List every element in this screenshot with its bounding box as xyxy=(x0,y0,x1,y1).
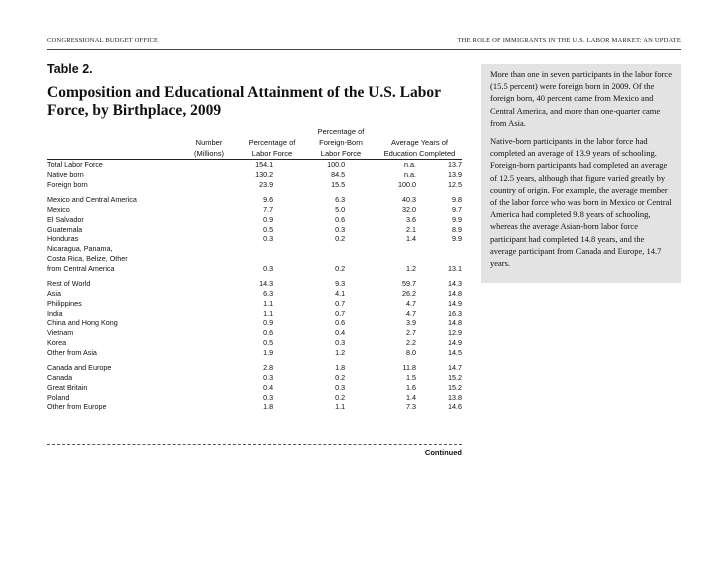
cell-value: 2.2 xyxy=(405,337,416,347)
table-row xyxy=(47,225,462,235)
cell-value: 1.8 xyxy=(335,363,346,373)
table-row xyxy=(47,160,462,170)
cell-value: 0.6 xyxy=(335,214,346,224)
row-label: Honduras xyxy=(47,234,79,244)
cell-value: 14.3 xyxy=(448,279,462,289)
row-label: Philippines xyxy=(47,298,82,308)
col-header-pct-labor: Percentage of Labor Force xyxy=(248,138,296,158)
row-label: from Central America xyxy=(47,263,115,273)
cell-value: 0.2 xyxy=(335,263,346,273)
cell-value: 1.9 xyxy=(263,347,274,357)
sidebar-paragraph: More than one in seven participants in the labor force (15.5 percent) were foreign born in 2009. Of the foreign born, 40 percent came from Mexico and Central America, and more than one-quarter came from Asia. xyxy=(490,69,672,128)
cell-value: 0.3 xyxy=(263,392,274,402)
continued-label: Continued xyxy=(424,448,462,457)
cell-value: 14.9 xyxy=(448,337,462,347)
row-label: Costa Rica, Belize, Other xyxy=(47,253,128,263)
cell-value: 0.9 xyxy=(263,214,274,224)
row-label: Total Labor Force xyxy=(47,160,103,169)
cell-value: 0.3 xyxy=(335,382,346,392)
cell-value: 12.5 xyxy=(448,179,462,189)
table-row xyxy=(47,289,462,299)
col-header-pct-foreign: Percentage of Foreign-Born Labor Force xyxy=(317,127,365,158)
cell-value: 0.3 xyxy=(335,337,346,347)
table-row xyxy=(47,348,462,358)
table-row xyxy=(47,299,462,309)
cell-value: 40.3 xyxy=(401,195,416,205)
cell-value: 0.3 xyxy=(263,234,274,244)
cell-value xyxy=(345,254,416,264)
table-row xyxy=(47,402,462,412)
cell-value xyxy=(416,244,462,254)
cell-value: 6.3 xyxy=(335,195,346,205)
cell-value: 15.2 xyxy=(448,373,462,382)
table-row xyxy=(47,234,462,244)
data-table xyxy=(47,125,462,412)
row-label: Native born xyxy=(47,169,84,179)
cell-value: 14.5 xyxy=(448,347,462,357)
cell-value: 9.7 xyxy=(452,205,462,214)
cell-value: 1.4 xyxy=(405,234,416,244)
cell-value: 0.5 xyxy=(263,337,274,347)
row-label: Poland xyxy=(47,392,70,402)
table-row xyxy=(47,338,462,348)
table-row xyxy=(47,254,462,264)
cell-value: 154.1 xyxy=(255,160,274,169)
cell-value: 1.2 xyxy=(405,263,416,273)
cell-value: 14.8 xyxy=(448,318,462,328)
row-label: El Salvador xyxy=(47,214,84,224)
cell-value: 4.7 xyxy=(405,308,416,318)
cell-value: 2.8 xyxy=(263,363,274,373)
cell-value: 9.8 xyxy=(452,195,462,205)
cell-value: 14.8 xyxy=(448,289,462,298)
row-label: Asia xyxy=(47,289,61,298)
cell-value: 0.3 xyxy=(263,373,274,382)
cell-value: 13.8 xyxy=(448,392,462,402)
cell-value: 0.2 xyxy=(335,234,346,244)
table-title: Composition and Educational Attainment of the U.S. Labor Force, by Birthplace, 2009 xyxy=(47,84,441,119)
cell-value: 13.1 xyxy=(448,263,462,273)
row-label: China and Hong Kong xyxy=(47,318,118,328)
cell-value: 8.9 xyxy=(452,224,462,234)
cell-value: 2.7 xyxy=(405,328,416,337)
cell-value: 0.2 xyxy=(335,392,346,402)
cell-value: 15.5 xyxy=(331,179,346,189)
running-head-left: CONGRESSIONAL BUDGET OFFICE xyxy=(47,37,159,44)
cell-value: 0.9 xyxy=(263,318,274,328)
cell-value xyxy=(273,244,345,254)
running-head-right: THE ROLE OF IMMIGRANTS IN THE U.S. LABOR MARKET: AN UPDATE xyxy=(457,37,681,44)
cell-value: 1.5 xyxy=(405,373,416,382)
cell-value xyxy=(216,254,273,264)
cell-value: 16.3 xyxy=(448,308,462,318)
table-row xyxy=(47,170,462,180)
cell-value: 15.2 xyxy=(448,382,462,392)
table-row xyxy=(47,215,462,225)
cell-value: 59.7 xyxy=(401,279,416,289)
cell-value: 8.0 xyxy=(405,347,416,357)
row-label: Canada and Europe xyxy=(47,363,112,373)
table-row xyxy=(47,309,462,319)
row-label: Great Britain xyxy=(47,382,88,392)
row-label: Mexico and Central America xyxy=(47,195,137,205)
table-row xyxy=(47,328,462,338)
row-label: Foreign born xyxy=(47,179,88,189)
header-rule xyxy=(47,49,681,50)
cell-value: n.a. xyxy=(403,169,416,179)
cell-value: n.a. xyxy=(403,160,416,169)
table-row xyxy=(47,244,462,254)
col-header-avg-years: Average Years of Education Completed xyxy=(383,138,456,158)
row-label: Vietnam xyxy=(47,328,74,337)
row-label: Guatemala xyxy=(47,224,83,234)
cell-value xyxy=(416,254,462,264)
cell-value: 14.6 xyxy=(448,402,462,412)
cell-value: 6.3 xyxy=(263,289,274,298)
row-label: Nicaragua, Panama, xyxy=(47,244,113,253)
table-row xyxy=(47,383,462,393)
row-label: Rest of World xyxy=(47,279,91,289)
table-row xyxy=(47,363,462,373)
table-row xyxy=(47,373,462,383)
cell-value: 7.7 xyxy=(263,205,274,214)
cell-value: 0.7 xyxy=(335,308,346,318)
row-label: Mexico xyxy=(47,205,70,214)
cell-value: 9.9 xyxy=(452,214,462,224)
cell-value: 1.1 xyxy=(263,298,274,308)
cell-value xyxy=(345,244,416,254)
cell-value: 1.1 xyxy=(335,402,346,412)
row-label: Other from Europe xyxy=(47,402,107,412)
cell-value: 11.8 xyxy=(402,363,416,373)
cell-value: 0.6 xyxy=(263,328,274,337)
table-row xyxy=(47,279,462,289)
cell-value: 12.9 xyxy=(448,328,462,337)
cell-value: 3.6 xyxy=(405,214,416,224)
cell-value: 1.2 xyxy=(335,347,346,357)
cell-value: 0.5 xyxy=(263,224,274,234)
table-body xyxy=(47,160,462,412)
table-row xyxy=(47,318,462,328)
cell-value: 1.4 xyxy=(405,392,416,402)
row-label: India xyxy=(47,308,63,318)
cell-value: 0.2 xyxy=(335,373,346,382)
cell-value: 5.0 xyxy=(335,205,346,214)
row-label: Canada xyxy=(47,373,73,382)
cell-value: 23.9 xyxy=(259,179,274,189)
cell-value: 1.1 xyxy=(263,308,274,318)
cell-value: 13.7 xyxy=(448,160,462,169)
row-label: Other from Asia xyxy=(47,347,97,357)
col-header-number: Number (Millions) xyxy=(194,138,224,158)
cell-value xyxy=(273,254,345,264)
cell-value: 84.5 xyxy=(331,169,346,179)
cell-value: 9.3 xyxy=(335,279,346,289)
continued-rule xyxy=(47,444,462,445)
sidebar-paragraph: Native-born participants in the labor force had completed an average of 13.9 years of schooling. Foreign-born participants had completed an average of 12.5 years, although that figure varied greatly by country of origin. For example, the average member of the labor force who was born in Mexico or Central America had completed 9.8 years of schooling, whereas the average Asian-born labor force participant had completed 14.8 years, and the average participant from Canada and Europe, 14.7 years. xyxy=(490,136,672,269)
cell-value: 14.3 xyxy=(259,279,274,289)
cell-value: 26.2 xyxy=(401,289,416,298)
cell-value: 100.0 xyxy=(327,160,346,169)
cell-value: 0.3 xyxy=(263,263,274,273)
cell-value: 1.6 xyxy=(405,382,416,392)
table-row xyxy=(47,264,462,274)
cell-value: 1.8 xyxy=(263,402,274,412)
cell-value: 0.3 xyxy=(335,224,346,234)
cell-value: 0.4 xyxy=(335,328,346,337)
cell-value: 9.9 xyxy=(452,234,462,244)
cell-value: 2.1 xyxy=(405,224,416,234)
cell-value: 3.9 xyxy=(405,318,416,328)
cell-value: 100.0 xyxy=(397,179,416,189)
row-label: Korea xyxy=(47,337,67,347)
cell-value: 4.1 xyxy=(335,289,346,298)
table-row xyxy=(47,195,462,205)
cell-value: 13.9 xyxy=(448,169,462,179)
table-label: Table 2. xyxy=(47,62,93,76)
cell-value: 9.6 xyxy=(263,195,274,205)
cell-value: 14.9 xyxy=(448,298,462,308)
table-row xyxy=(47,180,462,190)
cell-value: 14.7 xyxy=(448,363,462,373)
column-headers xyxy=(47,125,462,159)
cell-value: 0.7 xyxy=(335,298,346,308)
cell-value xyxy=(216,244,273,254)
cell-value: 4.7 xyxy=(405,298,416,308)
cell-value: 32.0 xyxy=(401,205,416,214)
cell-value: 7.3 xyxy=(405,402,416,412)
cell-value: 0.6 xyxy=(335,318,346,328)
table-row xyxy=(47,205,462,215)
table-row xyxy=(47,393,462,403)
sidebar-summary xyxy=(481,64,681,283)
cell-value: 0.4 xyxy=(263,382,274,392)
cell-value: 130.2 xyxy=(255,169,274,179)
